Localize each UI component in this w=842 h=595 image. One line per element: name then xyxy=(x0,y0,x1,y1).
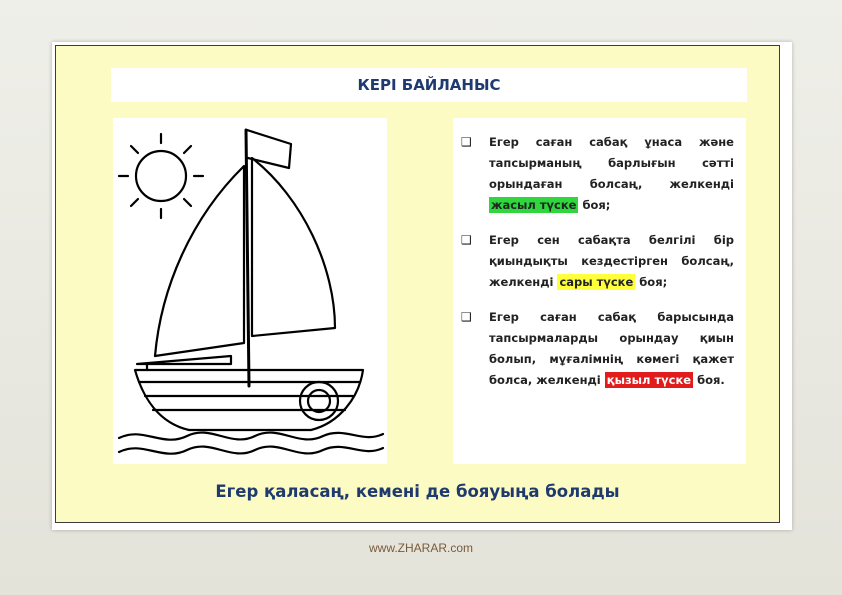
instruction-item-red xyxy=(461,307,734,391)
left-sail-icon xyxy=(155,166,244,356)
right-sail-icon xyxy=(252,158,335,336)
slide-caption: Егер қаласаң, кемені де бояуыңа болады xyxy=(215,482,620,501)
sailboat-coloring-icon xyxy=(113,118,387,464)
sun-icon xyxy=(136,151,186,201)
lifebuoy-icon xyxy=(300,382,338,420)
flag-icon xyxy=(247,130,291,168)
instruction-tail: боя. xyxy=(697,373,725,387)
sailboat-picture xyxy=(113,118,387,464)
checkbox-bullet-icon: ❑ xyxy=(461,310,472,324)
checkbox-bullet-icon: ❑ xyxy=(461,233,472,247)
instruction-tail: боя; xyxy=(639,275,668,289)
highlight-yellow: сары түске xyxy=(559,275,634,289)
instructions-panel xyxy=(453,118,746,464)
instruction-tail: боя; xyxy=(582,198,611,212)
slide xyxy=(55,45,780,523)
highlight-red: қызыл түске xyxy=(606,373,692,387)
footer-link[interactable]: www.ZHARAR.com xyxy=(368,541,473,555)
highlight-green: жасыл түске xyxy=(491,198,577,212)
instruction-item-yellow xyxy=(461,230,734,293)
instruction-text: Егер саған сабақ барысында тапсырмаларды орындау қиын болып, мұғалімнің көмегі қажет болса, желкенді xyxy=(489,310,734,387)
instruction-text: Егер сен сабақта белгілі бір қиындықты кездестірген болсаң, желкенді xyxy=(489,233,734,289)
slide-title: КЕРІ БАЙЛАНЫС xyxy=(111,68,747,102)
instruction-text: Егер саған сабақ ұнаса және тапсырманың барлығын сәтті орындаған болсаң, желкенді xyxy=(489,135,734,191)
waves-icon xyxy=(119,433,383,440)
checkbox-bullet-icon: ❑ xyxy=(461,135,472,149)
instruction-item-green xyxy=(461,132,734,216)
